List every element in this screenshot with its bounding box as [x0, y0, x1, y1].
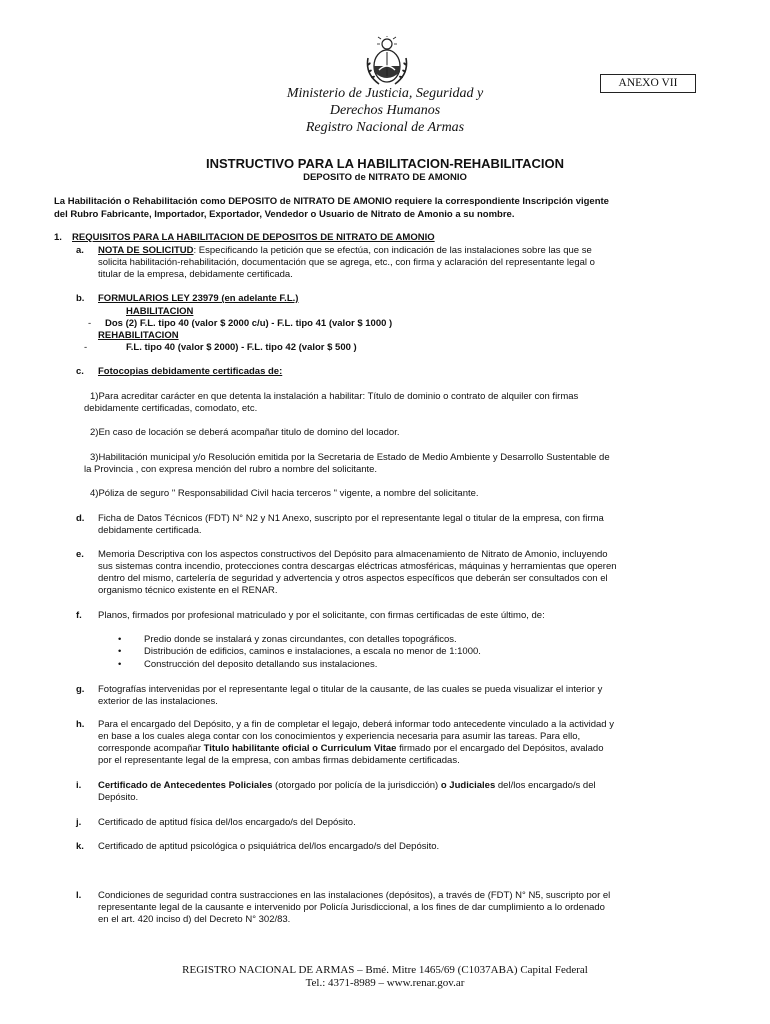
item-a-text1: : Especificando la petición que se efectúa, con indicación de las instalaciones sobre las que se — [193, 245, 592, 256]
item-j-letter: j. — [76, 817, 82, 828]
item-e-line3: dentro del mismo, cartelería de seguridad y advertencia y otros aspectos específicos que deberán ser consultados con el — [98, 573, 608, 584]
item-k-line1: Certificado de aptitud psicológica o psiquiátrica del/los encargado/s del Depósito. — [98, 841, 440, 852]
item-h-line1: Para el encargado del Depósito, y a fin de completar el legajo, deberá informar todo antecedente vinculado a la actividad y — [98, 719, 614, 730]
item-d-line2: debidamente certificada. — [98, 525, 202, 536]
planos-bullet-list — [118, 634, 638, 671]
item-f-line1: Planos, firmados por profesional matriculado y por el solicitante, con firmas certificadas de este último, de: — [98, 610, 545, 621]
item-l-line3: en el art. 420 inciso d) del Decreto N° 302/83. — [98, 914, 291, 925]
rehab-dash: - — [84, 342, 88, 353]
list-item — [118, 634, 638, 646]
item-i-line1-d: del/los encargado/s del — [495, 780, 596, 791]
bullet-icon: • — [118, 658, 122, 670]
item-h-letter: h. — [76, 719, 85, 730]
footer-contact: Tel.: 4371-8989 – www.renar.gov.ar — [305, 977, 465, 989]
list-item — [118, 659, 638, 671]
bullet-icon: • — [118, 634, 122, 645]
item-e-line2: sus sistemas contra incendio, protecciones contra descargas eléctricas atmosféricas, máquinas y herramientas que operen — [98, 561, 617, 572]
fotocopias-label: Fotocopias debidamente certificadas de: — [98, 366, 283, 377]
item-i-line2: Depósito. — [98, 792, 139, 803]
hab-dash: - — [88, 318, 92, 329]
item-i-line1 — [98, 780, 738, 792]
formularios-label: FORMULARIOS LEY 23979 (en adelante F.L.) — [98, 293, 299, 304]
item-a-letter: a. — [76, 245, 84, 256]
document-title: INSTRUCTIVO PARA LA HABILITACION-REHABILITACION — [206, 156, 564, 171]
footer-address: REGISTRO NACIONAL DE ARMAS – Bmé. Mitre 1465/69 (C1037ABA) Capital Federal — [182, 964, 588, 976]
nota-solicitud-label: NOTA DE SOLICITUD — [98, 245, 194, 256]
rehabilitacion-line: F.L. tipo 40 (valor $ 2000) - F.L. tipo 42 (valor $ 500 ) — [126, 342, 357, 353]
section-heading: REQUISITOS PARA LA HABILITACION DE DEPOSITOS DE NITRATO DE AMONIO — [72, 232, 435, 243]
bullet-text: Distribución de edificios, caminos e instalaciones, a escala no menor de 1:1000. — [144, 646, 481, 658]
item-h-line3 — [98, 743, 738, 755]
item-a-line3: titular de la empresa, debidamente certificada. — [98, 269, 293, 280]
item-b-letter: b. — [76, 293, 85, 304]
item-c-p2: 2)En caso de locación se deberá acompañar titulo de domino del locador. — [90, 427, 400, 438]
item-e-line4: organismo técnico existente en el RENAR. — [98, 585, 278, 596]
habilitacion-heading: HABILITACION — [126, 306, 194, 317]
item-i-line1-b: (otorgado por policía de la jurisdicción) — [272, 780, 441, 791]
item-l-letter: l. — [76, 890, 82, 901]
intro-line1: La Habilitación o Rehabilitación como DEPOSITO de NITRATO DE AMONIO requiere la correspondiente Inscripción vigente — [54, 196, 609, 207]
habilitacion-line: Dos (2) F.L. tipo 40 (valor $ 2000 c/u) - F.L. tipo 41 (valor $ 1000 ) — [105, 318, 393, 329]
titulo-habilitante-label: Titulo habilitante oficial o Curriculum Vitae — [203, 743, 397, 754]
document-subtitle: DEPOSITO de NITRATO DE AMONIO — [303, 172, 467, 183]
item-c-p1-line2: debidamente certificadas, comodato, etc. — [84, 403, 258, 414]
item-d-line1: Ficha de Datos Técnicos (FDT) N° N2 y N1 Anexo, suscripto por el representante legal o titular de la empresa, con firma — [98, 513, 604, 524]
item-c-p4: 4)Póliza de seguro " Responsabilidad Civil hacia terceros " vigente, a nombre del solicitante. — [90, 488, 479, 499]
item-j-line1: Certificado de aptitud física del/los encargado/s del Depósito. — [98, 817, 356, 828]
item-h-line2: en base a los cuales alega contar con los conocimientos y experiencia necesaria para asumir las tareas. Para ello, — [98, 731, 581, 742]
item-h-line3-a: corresponde acompañar — [98, 743, 204, 754]
item-d-letter: d. — [76, 513, 85, 524]
rehabilitacion-heading: REHABILITACION — [98, 330, 179, 341]
coat-of-arms-emblem — [365, 36, 409, 86]
item-g-letter: g. — [76, 684, 85, 695]
item-e-letter: e. — [76, 549, 84, 560]
item-h-line4: por el representante legal de la empresa, con ambas firmas debidamente certificadas. — [98, 755, 460, 766]
item-l-line2: representante legal de la causante e intervenido por Policía Jurisdiccional, a los fines de dar cumplimiento a lo ordenado — [98, 902, 605, 913]
ministry-line2: Derechos Humanos — [329, 103, 441, 118]
item-i-letter: i. — [76, 780, 82, 791]
anexo-box: ANEXO VII — [600, 74, 696, 93]
list-item — [118, 646, 638, 658]
item-c-letter: c. — [76, 366, 84, 377]
item-g-line1: Fotografías intervenidas por el representante legal o titular de la causante, de las cuales se pueda visualizar el interior y — [98, 684, 603, 695]
item-c-p3-line1: 3)Habilitación municipal y/o Resolución emitida por la Secretaria de Estado de Medio Ambiente y Desarrollo Sustentable de — [90, 452, 610, 463]
registry-name: Registro Nacional de Armas — [305, 120, 465, 135]
item-h-line3-c: firmado por el encargado del Depósitos, avalado — [396, 743, 604, 754]
item-g-line2: exterior de las instalaciones. — [98, 696, 218, 707]
section-number: 1. — [54, 232, 62, 243]
bullet-text: Predio donde se instalará y zonas circundantes, con detalles topográficos. — [144, 634, 457, 645]
item-a-line1 — [98, 245, 728, 257]
bullet-icon: • — [118, 646, 122, 658]
item-f-letter: f. — [76, 610, 82, 621]
item-e-line1: Memoria Descriptiva con los aspectos constructivos del Depósito para almacenamiento de Nitrato de Amonio, incluyendo — [98, 549, 608, 560]
item-l-line1: Condiciones de seguridad contra sustracciones en las instalaciones (depósitos), a través de (FDT) N° N5, suscripto por el — [98, 890, 611, 901]
item-c-p3-line2: la Provincia , con expresa mención del rubro a nombre del solicitante. — [84, 464, 378, 475]
item-k-letter: k. — [76, 841, 84, 852]
ministry-line1: Ministerio de Justicia, Seguridad y — [286, 86, 484, 101]
antecedentes-policiales-label: Certificado de Antecedentes Policiales — [98, 780, 273, 791]
item-a-line2: solicita habilitación-rehabilitación, documentación que se agrega, etc., con firma y aclaración del representante legal o — [98, 257, 595, 268]
intro-line2: del Rubro Fabricante, Importador, Exportador, Vendedor o Usuario de Nitrato de Amonio a su nombre. — [54, 209, 515, 220]
bullet-text: Construcción del deposito detallando sus instalaciones. — [144, 658, 378, 670]
item-c-p1-line1: 1)Para acreditar carácter en que detenta la instalación a habilitar: Título de dominio o contrato de alquiler con firmas — [90, 391, 579, 402]
judiciales-label: o Judiciales — [440, 780, 496, 791]
